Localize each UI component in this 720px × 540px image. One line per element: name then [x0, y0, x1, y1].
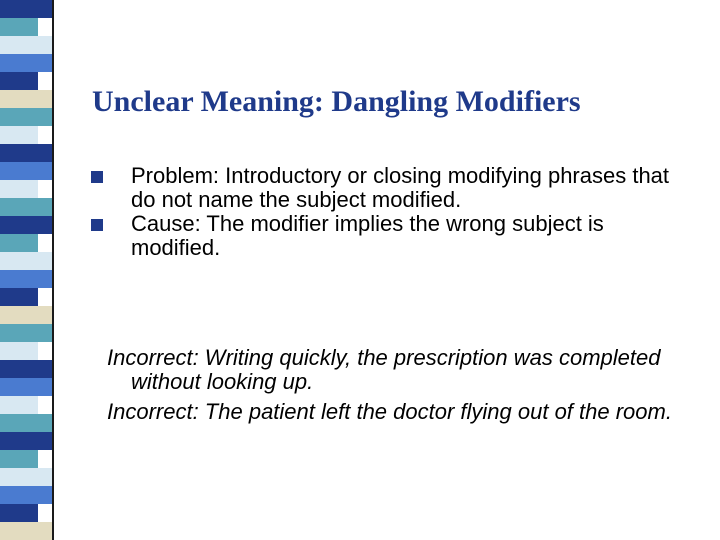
- stripe-segment: [0, 360, 52, 378]
- square-bullet-icon: [91, 171, 103, 183]
- stripe-segment: [0, 36, 52, 54]
- stripe-segment: [0, 90, 52, 108]
- stripe-segment: [0, 342, 38, 360]
- stripe-segment: [0, 378, 52, 396]
- stripe-segment: [0, 288, 38, 306]
- stripe-segment: [0, 324, 52, 342]
- example-incorrect-2: Incorrect: The patient left the doctor flying out of the room.: [107, 399, 672, 424]
- bullet-text: Problem: Introductory or closing modifying phrases that do not name the subject modified.: [131, 163, 670, 212]
- stripe-segment: [0, 486, 52, 504]
- stripe-segment: [0, 234, 38, 252]
- stripe-segment: [0, 396, 38, 414]
- stripe-segment: [0, 180, 38, 198]
- stripe-segment: [0, 216, 52, 234]
- stripe-segment: [0, 504, 38, 522]
- stripe-segment: [0, 450, 38, 468]
- stripe-segment: [0, 126, 38, 144]
- example-incorrect-1: Incorrect: Writing quickly, the prescription was completed without looking up.: [107, 345, 661, 394]
- stripe-segment: [0, 54, 52, 72]
- stripe-segment: [0, 0, 52, 18]
- square-bullet-icon: [91, 219, 103, 231]
- bullet-list: [88, 164, 688, 260]
- examples-block: [107, 346, 707, 430]
- stripe-segment: [0, 414, 52, 432]
- bullet-item-problem: [88, 164, 688, 212]
- stripe-segment: [0, 18, 38, 36]
- stripe-segment: [0, 252, 52, 270]
- stripe-segment: [0, 198, 52, 216]
- bullet-item-cause: [88, 212, 688, 260]
- stripe-segment: [0, 432, 52, 450]
- stripe-segment: [0, 108, 52, 126]
- stripe-segment: [0, 162, 52, 180]
- bullet-text: Cause: The modifier implies the wrong subject is modified.: [131, 211, 604, 260]
- stripe-segment: [0, 72, 38, 90]
- decorative-stripe-bar: [0, 0, 64, 540]
- stripe-segment: [0, 468, 52, 486]
- stripe-segment: [0, 306, 52, 324]
- stripe-divider: [52, 0, 54, 540]
- stripe-segment: [0, 144, 52, 162]
- stripe-segment: [0, 270, 52, 288]
- stripe-segment: [0, 522, 52, 540]
- slide-title: Unclear Meaning: Dangling Modifiers: [92, 85, 581, 118]
